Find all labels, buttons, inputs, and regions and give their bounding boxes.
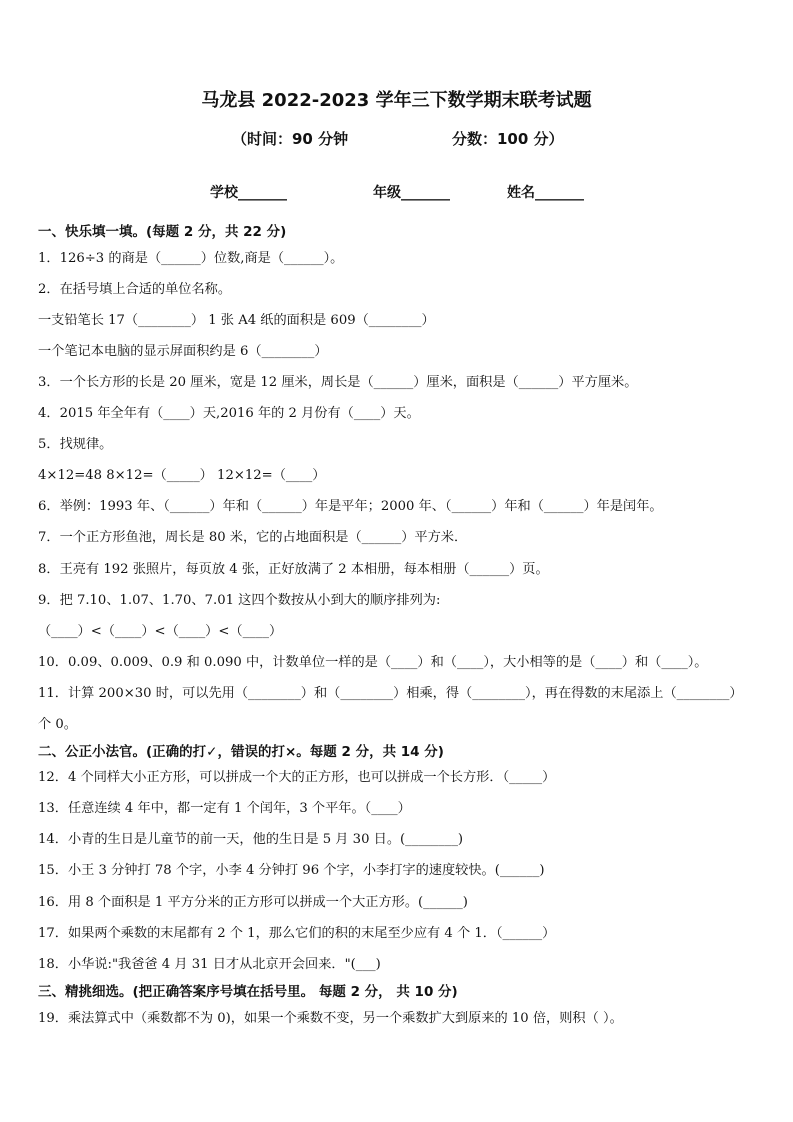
question-6: 6．举例：1993 年、（______）年和（______）年是平年；2000 年、（______）年和（______）年是闰年。 [38, 499, 663, 514]
question-18: 18．小华说:"我爸爸 4 月 31 日才从北京开会回来．"(___) [38, 957, 381, 972]
question-14: 14．小青的生日是儿童节的前一天，他的生日是 5 月 30 日。(________) [38, 832, 464, 847]
question-13: 13．任意连续 4 年中，都一定有 1 个闰年，3 个平年。（____） [38, 801, 411, 816]
question-1: 1．126÷3 的商是（______）位数,商是（______）。 [38, 251, 344, 266]
question-12: 12．4 个同样大小正方形，可以拼成一个大的正方形，也可以拼成一个长方形．（_____） [38, 770, 556, 785]
question-15: 15．小王 3 分钟打 78 个字，小李 4 分钟打 96 个字，小李打字的速度较快。(______) [38, 863, 545, 878]
question-16: 16．用 8 个面积是 1 平方分米的正方形可以拼成一个大正方形。(______) [38, 895, 468, 910]
question-19: 19．乘法算式中（乘数都不为 0)，如果一个乘数不变，另一个乘数扩大到原来的 10 倍，则积（ ）。 [38, 1011, 623, 1026]
question-11-cont: 个 0。 [38, 717, 77, 732]
question-2: 2．在括号填上合适的单位名称。 [38, 282, 232, 297]
question-11: 11．计算 200×30 时，可以先用（________）和（________）相乘，得（________），再在得数的末尾添上（________） [38, 686, 743, 701]
grade-field[interactable]: 年级_______ [373, 185, 450, 201]
question-17: 17．如果两个乘数的末尾都有 2 个 1，那么它们的积的末尾至少应有 4 个 1．（______） [38, 926, 556, 941]
question-4: 4．2015 年全年有（____）天,2016 年的 2 月份有（____）天。 [38, 406, 420, 421]
exam-score: 分数：100 分） [452, 130, 564, 148]
question-5: 5．找规律。 [38, 437, 113, 452]
question-9: 9．把 7.10、1.07、1.70、7.01 这四个数按从小到大的顺序排列为: [38, 593, 441, 608]
section-1-heading: 一、快乐填一填。(每题 2 分，共 22 分) [38, 224, 287, 240]
question-2-part-a: 一支铅笔长 17（________） 1 张 A4 纸的面积是 609（________） [38, 313, 435, 328]
question-7: 7．一个正方形鱼池，周长是 80 米，它的占地面积是（______）平方米． [38, 530, 468, 545]
section-3-heading: 三、精挑细选。(把正确答案序号填在括号里。 每题 2 分， 共 10 分) [38, 984, 458, 1000]
name-field[interactable]: 姓名_______ [507, 185, 584, 201]
section-2-heading: 二、公正小法官。(正确的打✓，错误的打×。每题 2 分，共 14 分) [38, 744, 444, 760]
question-9-answer: （____）<（____）<（____）<（____） [38, 624, 283, 639]
exam-title: 马龙县 2022-2023 学年三下数学期末联考试题 [201, 90, 592, 111]
question-3: 3．一个长方形的长是 20 厘米，宽是 12 厘米，周长是（______）厘米，面积是（______）平方厘米。 [38, 375, 638, 390]
exam-time: （时间：90 分钟 [232, 130, 349, 148]
school-field[interactable]: 学校_______ [210, 185, 287, 201]
question-2-part-b: 一个笔记本电脑的显示屏面积约是 6（________） [38, 344, 328, 359]
question-10: 10．0.09、0.009、0.9 和 0.090 中，计数单位一样的是（____）和（____），大小相等的是（____）和（____）。 [38, 655, 708, 670]
question-8: 8．王亮有 192 张照片，每页放 4 张，正好放满了 2 本相册，每本相册（______）页。 [38, 562, 549, 577]
question-5-pattern: 4×12=48 8×12=（_____） 12×12=（____） [38, 468, 326, 483]
